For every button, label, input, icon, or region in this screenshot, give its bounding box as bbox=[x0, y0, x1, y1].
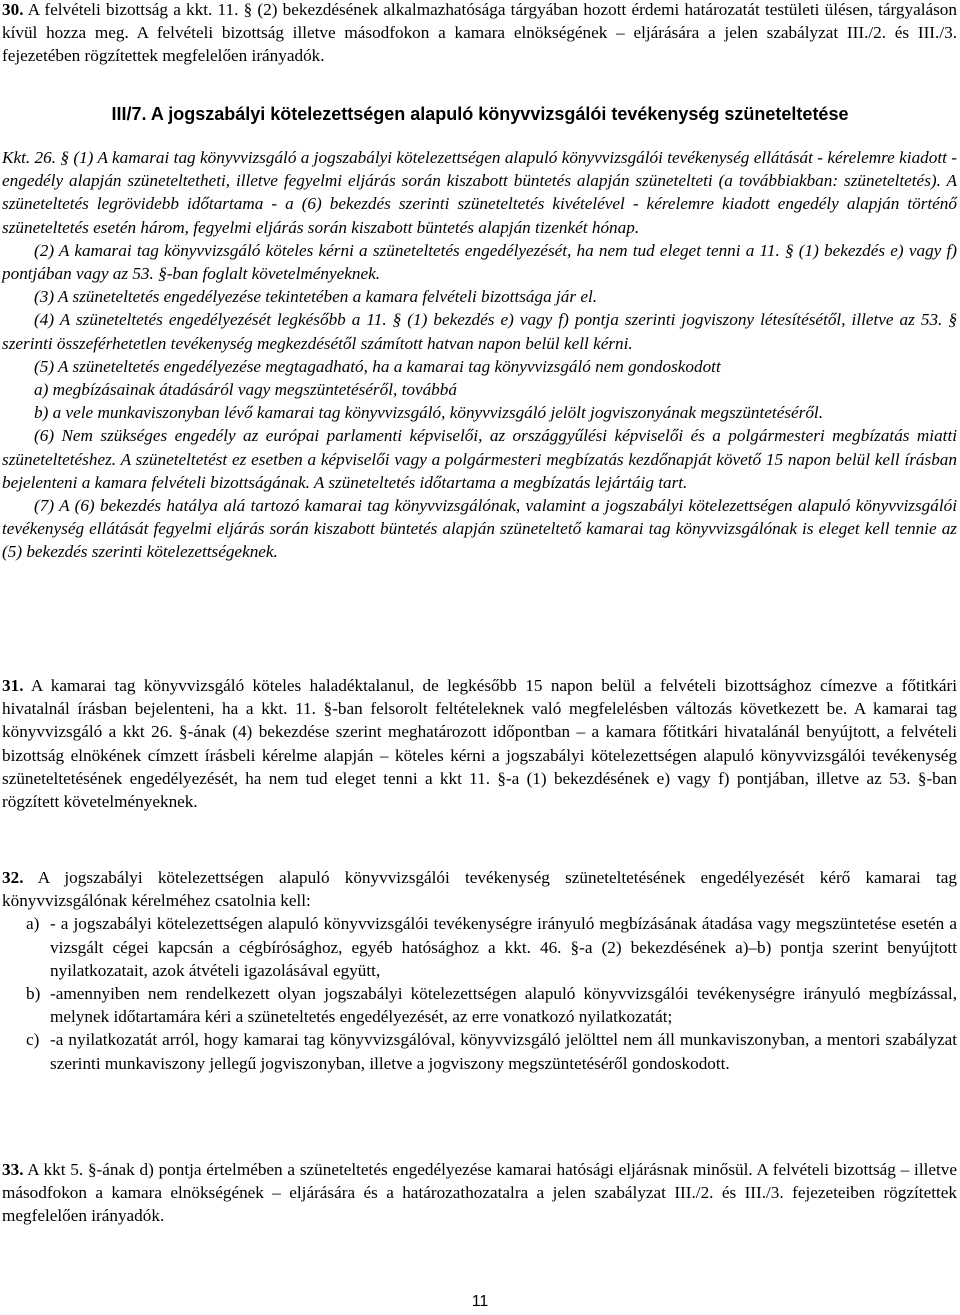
kkt-26-para-1: Kkt. 26. § (1) A kamarai tag könyvvizsgáló a jogszabályi kötelezettségen alapuló könyvvizsgálói tevékenység ellátását - kérelemre kiadott - engedély alapján szüneteltetheti, illetve fegyelmi eljárás során kiszabott büntetés alapján szünetelteti (a továbbiakban: szüneteltetés). A szüneteltetés legrövidebb időtartama - a (6) bekezdés szerinti szüneteltetés kivételével - kérelemre kiadott engedély alapján történő szüneteltetés esetén három, fegyelmi eljárás során kiszabott büntetés alapján tizenkét hónap. bbox=[2, 148, 957, 237]
paragraph-text: A felvételi bizottság a kkt. 11. § (2) bekezdésének alkalmazhatósága tárgyában hozott érdemi határozatát testületi ülésen, tárgyaláson kívül hozza meg. A felvételi bizottság illetve másodfokon a kamara elnökségének – eljárására a jelen szabályzat III./2. és III./3. fejezetében rögzítettek megfelelően irányadók. bbox=[2, 0, 957, 66]
section-heading: III/7. A jogszabályi kötelezettségen alapuló könyvvizsgálói tevékenység szüneteltetése bbox=[111, 104, 849, 124]
list-item: b) -amennyiben nem rendelkezett olyan jogszabályi kötelezettségen alapuló könyvvizsgálói tevékenységre irányuló megbízással, melynek időtartamára kéri a szüneteltetés engedélyezését, az erre vonatkozó nyilatkozatát; bbox=[26, 984, 957, 1027]
paragraph-number: 31. bbox=[2, 676, 24, 695]
paragraph-33 bbox=[2, 1158, 957, 1228]
kkt-26-para-5: (5) A szüneteltetés engedélyezése megtagadható, ha a kamarai tag könyvvizsgáló nem gondoskodott bbox=[34, 356, 721, 376]
kkt-26-para-3: (3) A szüneteltetés engedélyezése tekintetében a kamara felvételi bizottsága jár el. bbox=[34, 287, 598, 307]
paragraph-number: 33. bbox=[2, 1160, 24, 1179]
paragraph-32 bbox=[2, 866, 957, 1075]
list-item: c) -a nyilatkozatát arról, hogy kamarai tag könyvvizsgálóval, könyvvizsgáló jelölttel nem áll munkaviszonyban, a mentori szabályzat szerinti munkaviszony jellegű jogviszonyban, illetve a jogviszony megszüntetéséről gondoskodott. bbox=[26, 1030, 957, 1073]
kkt-26-para-6: (6) Nem szükséges engedély az európai parlamenti képviselői, az országgyűlési képviselői és a polgármesteri megbízatás miatti szüneteltetéshez. A szüneteltetést ez esetben a képviselői vagy a polgármesteri megbízatás kezdőnapját követő 15 napon belül kell írásban bejelenteni a kamara felvételi bizottságának. A szüneteltetés időtartama a megbízatás lejártáig tart. bbox=[2, 426, 957, 492]
kkt-26-quote bbox=[2, 146, 957, 564]
paragraph-text: A jogszabályi kötelezettségen alapuló könyvvizsgálói tevékenység szüneteltetésének engedélyezését kérő kamarai tag könyvvizsgálónak kérelméhez csatolnia kell: bbox=[2, 868, 957, 911]
paragraph-30 bbox=[2, 0, 957, 68]
paragraph-number: 32. bbox=[2, 868, 24, 887]
paragraph-number: 30. bbox=[2, 0, 24, 19]
kkt-26-para-7: (7) A (6) bekezdés hatálya alá tartozó kamarai tag könyvvizsgálónak, valamint a jogszabályi kötelezettségen alapuló könyvvizsgálói tevékenység ellátását fegyelmi eljárás során kiszabott büntetés alapján szüneteltető kamarai tag könyvvizsgálónak is eleget kell tennie az (5) bekezdés szerinti kötelezettségeknek. bbox=[2, 496, 957, 562]
paragraph-text: A kamarai tag könyvvizsgáló köteles haladéktalanul, de legkésőbb 15 napon belül a felvételi bizottsághoz címezve a főtitkári hivatalnál írásban bejelenteni, ha a kkt. 11. §-ban felsorolt feltételeknek való megfelelésben változás következett be. A kamarai tag könyvvizsgáló a kkt 26. §-ának (4) bekezdése szerint meghatározott időpontban – a kamara főtitkári hivatalánál benyújtott, a felvételi bizottság elnökének címzett írásbeli kérelme alapján – köteles kérni a jogszabályi kötelezettségen alapuló könyvvizsgálói tevékenység szüneteltetésének engedélyezését, ha nem tud eleget tenni a kkt 11. §-a (1) bekezdésének e) vagy f) pontjában, illetve az 53. §-ban rögzített követelményeknek. bbox=[2, 676, 957, 812]
kkt-26-para-4: (4) A szüneteltetés engedélyezését legkésőbb a 11. § (1) bekezdés e) vagy f) pontja szerinti jogviszony létesítésétől, illetve az 53. § szerinti összeférhetetlen tevékenység megkezdésétől számított hatvan napon belül kell kérni. bbox=[2, 310, 957, 353]
page-number: 11 bbox=[471, 1293, 489, 1310]
kkt-26-para-5b: b) a vele munkaviszonyban lévő kamarai tag könyvvizsgáló, könyvvizsgáló jelölt jogviszonyának megszüntetéséről. bbox=[34, 403, 824, 423]
kkt-26-para-5a: a) megbízásainak átadásáról vagy megszüntetéséről, továbbá bbox=[34, 380, 457, 400]
kkt-26-para-2: (2) A kamarai tag könyvvizsgáló köteles kérni a szüneteltetés engedélyezését, ha nem tud eleget tenni a 11. § (1) bekezdés e) vagy f) pontjában vagy az 53. §-ban foglalt követelményeknek. bbox=[2, 240, 957, 284]
paragraph-text: A kkt 5. §-ának d) pontja értelmében a szüneteltetés engedélyezése kamarai hatósági eljárásnak minősül. A felvételi bizottság – illetve másodfokon a kamara elnökségének – eljárására és a határozathozatalra a jelen szabályzat III./2. és III./3. fejezeteiben rögzítettek megfelelően irányadók. bbox=[2, 1160, 957, 1226]
list-item: a) - a jogszabályi kötelezettségen alapuló könyvvizsgálói tevékenységre irányuló megbízásának átadása vagy megszüntetése esetén a vizsgált cégei kapcsán a cégbírósághoz, egyéb hatósághoz a kkt. 46. §-a (2) bekezdésének a)–b) pontja szerint benyújtott nyilatkozatait, azok átvételi igazolásával együtt, bbox=[26, 914, 957, 980]
paragraph-31 bbox=[2, 674, 957, 813]
